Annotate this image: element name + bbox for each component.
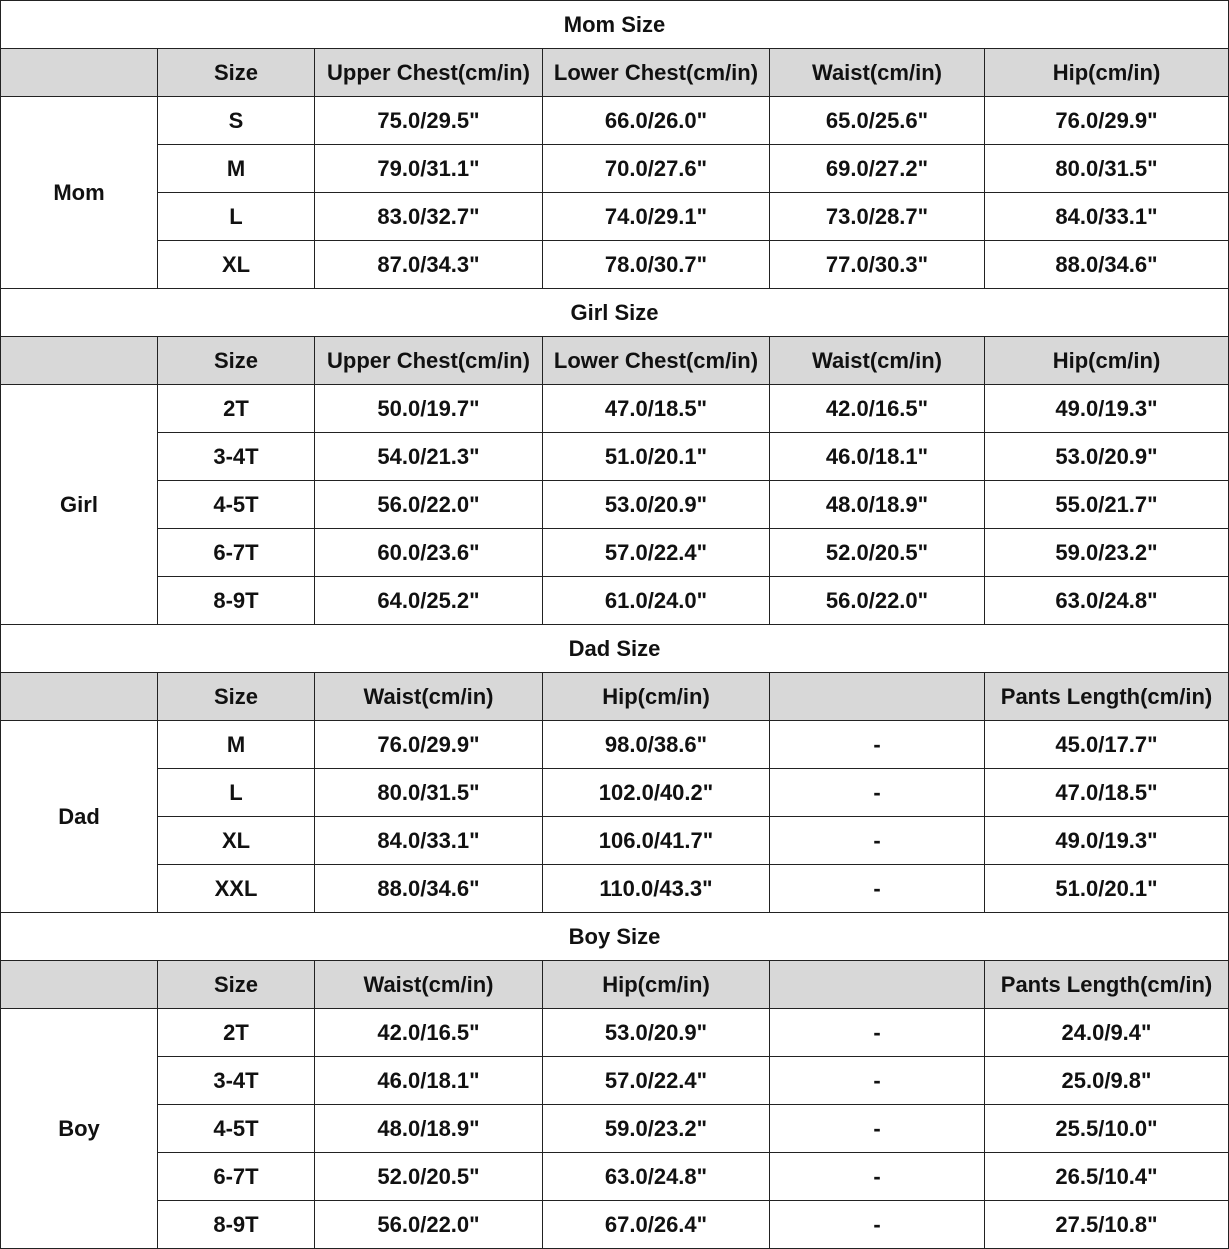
dad-size-title-row [1,625,1229,673]
measurement-cell: 84.0/33.1" [985,193,1229,241]
column-header [770,961,985,1009]
column-header: Size [158,673,315,721]
size-cell: 8-9T [158,1201,315,1249]
measurement-cell: 51.0/20.1" [985,865,1229,913]
column-header: Lower Chest(cm/in) [543,49,770,97]
measurement-cell: 80.0/31.5" [985,145,1229,193]
table-row [1,817,1229,865]
measurement-cell: 67.0/26.4" [543,1201,770,1249]
size-cell: 3-4T [158,433,315,481]
measurement-cell: 48.0/18.9" [315,1105,543,1153]
measurement-cell: 57.0/22.4" [543,529,770,577]
girl-header-row [1,337,1229,385]
table-row [1,1153,1229,1201]
size-cell: M [158,145,315,193]
measurement-cell: 49.0/19.3" [985,385,1229,433]
measurement-cell: 80.0/31.5" [315,769,543,817]
table-row [1,97,1229,145]
measurement-cell: 25.0/9.8" [985,1057,1229,1105]
measurement-cell: 54.0/21.3" [315,433,543,481]
measurement-cell: 48.0/18.9" [770,481,985,529]
dad-size-title: Dad Size [1,625,1229,673]
table-row [1,1057,1229,1105]
column-header: Lower Chest(cm/in) [543,337,770,385]
measurement-cell: 24.0/9.4" [985,1009,1229,1057]
measurement-cell: 25.5/10.0" [985,1105,1229,1153]
boy-header-row [1,961,1229,1009]
measurement-cell: 51.0/20.1" [543,433,770,481]
size-cell: XL [158,817,315,865]
measurement-cell: 63.0/24.8" [543,1153,770,1201]
measurement-cell: 59.0/23.2" [985,529,1229,577]
measurement-cell: 53.0/20.9" [543,481,770,529]
measurement-cell: 77.0/30.3" [770,241,985,289]
measurement-cell: - [770,1105,985,1153]
header-blank-cell [1,49,158,97]
measurement-cell: 88.0/34.6" [985,241,1229,289]
table-row [1,481,1229,529]
measurement-cell: - [770,1153,985,1201]
size-cell: 3-4T [158,1057,315,1105]
table-row [1,529,1229,577]
column-header: Upper Chest(cm/in) [315,49,543,97]
table-row [1,193,1229,241]
measurement-cell: 61.0/24.0" [543,577,770,625]
measurement-cell: 69.0/27.2" [770,145,985,193]
size-cell: 4-5T [158,481,315,529]
size-chart-body [1,1,1229,1249]
size-cell: 2T [158,385,315,433]
measurement-cell: 63.0/24.8" [985,577,1229,625]
dad-header-row [1,673,1229,721]
column-header: Size [158,49,315,97]
mom-group-label: Mom [1,97,158,289]
measurement-cell: 56.0/22.0" [315,481,543,529]
measurement-cell: 78.0/30.7" [543,241,770,289]
size-cell: XXL [158,865,315,913]
measurement-cell: 102.0/40.2" [543,769,770,817]
measurement-cell: 45.0/17.7" [985,721,1229,769]
measurement-cell: - [770,1057,985,1105]
mom-size-title: Mom Size [1,1,1229,49]
measurement-cell: 46.0/18.1" [315,1057,543,1105]
measurement-cell: 70.0/27.6" [543,145,770,193]
measurement-cell: 76.0/29.9" [315,721,543,769]
column-header: Hip(cm/in) [543,673,770,721]
measurement-cell: - [770,1009,985,1057]
size-cell: XL [158,241,315,289]
measurement-cell: 26.5/10.4" [985,1153,1229,1201]
size-cell: L [158,193,315,241]
size-cell: L [158,769,315,817]
table-row [1,1009,1229,1057]
measurement-cell: 53.0/20.9" [543,1009,770,1057]
size-cell: 6-7T [158,529,315,577]
column-header: Size [158,337,315,385]
measurement-cell: - [770,1201,985,1249]
table-row [1,1105,1229,1153]
header-blank-cell [1,961,158,1009]
measurement-cell: 53.0/20.9" [985,433,1229,481]
table-row [1,1201,1229,1249]
measurement-cell: 57.0/22.4" [543,1057,770,1105]
measurement-cell: 75.0/29.5" [315,97,543,145]
table-row [1,385,1229,433]
column-header: Hip(cm/in) [985,49,1229,97]
measurement-cell: 42.0/16.5" [315,1009,543,1057]
column-header: Hip(cm/in) [985,337,1229,385]
mom-header-row [1,49,1229,97]
measurement-cell: 47.0/18.5" [543,385,770,433]
boy-group-label: Boy [1,1009,158,1249]
measurement-cell: 55.0/21.7" [985,481,1229,529]
size-cell: 2T [158,1009,315,1057]
column-header: Size [158,961,315,1009]
measurement-cell: 56.0/22.0" [315,1201,543,1249]
column-header: Upper Chest(cm/in) [315,337,543,385]
measurement-cell: 66.0/26.0" [543,97,770,145]
boy-size-title-row [1,913,1229,961]
column-header [770,673,985,721]
boy-size-title: Boy Size [1,913,1229,961]
measurement-cell: 52.0/20.5" [770,529,985,577]
measurement-cell: 98.0/38.6" [543,721,770,769]
measurement-cell: 50.0/19.7" [315,385,543,433]
table-row [1,721,1229,769]
measurement-cell: 110.0/43.3" [543,865,770,913]
measurement-cell: 27.5/10.8" [985,1201,1229,1249]
measurement-cell: 56.0/22.0" [770,577,985,625]
table-row [1,769,1229,817]
column-header: Waist(cm/in) [315,961,543,1009]
measurement-cell: 60.0/23.6" [315,529,543,577]
measurement-cell: 73.0/28.7" [770,193,985,241]
measurement-cell: 46.0/18.1" [770,433,985,481]
size-cell: S [158,97,315,145]
measurement-cell: 74.0/29.1" [543,193,770,241]
table-row [1,577,1229,625]
size-cell: 4-5T [158,1105,315,1153]
measurement-cell: 79.0/31.1" [315,145,543,193]
measurement-cell: 42.0/16.5" [770,385,985,433]
measurement-cell: - [770,721,985,769]
measurement-cell: 88.0/34.6" [315,865,543,913]
measurement-cell: 47.0/18.5" [985,769,1229,817]
measurement-cell: 84.0/33.1" [315,817,543,865]
measurement-cell: - [770,817,985,865]
column-header: Pants Length(cm/in) [985,673,1229,721]
table-row [1,241,1229,289]
table-row [1,433,1229,481]
measurement-cell: 76.0/29.9" [985,97,1229,145]
measurement-cell: 87.0/34.3" [315,241,543,289]
measurement-cell: 49.0/19.3" [985,817,1229,865]
girl-size-title: Girl Size [1,289,1229,337]
column-header: Pants Length(cm/in) [985,961,1229,1009]
girl-group-label: Girl [1,385,158,625]
header-blank-cell [1,673,158,721]
measurement-cell: 83.0/32.7" [315,193,543,241]
column-header: Hip(cm/in) [543,961,770,1009]
measurement-cell: - [770,865,985,913]
column-header: Waist(cm/in) [770,337,985,385]
header-blank-cell [1,337,158,385]
dad-group-label: Dad [1,721,158,913]
table-row [1,145,1229,193]
measurement-cell: 64.0/25.2" [315,577,543,625]
mom-size-title-row [1,1,1229,49]
measurement-cell: 65.0/25.6" [770,97,985,145]
size-cell: M [158,721,315,769]
measurement-cell: - [770,769,985,817]
measurement-cell: 106.0/41.7" [543,817,770,865]
column-header: Waist(cm/in) [315,673,543,721]
column-header: Waist(cm/in) [770,49,985,97]
measurement-cell: 59.0/23.2" [543,1105,770,1153]
table-row [1,865,1229,913]
girl-size-title-row [1,289,1229,337]
measurement-cell: 52.0/20.5" [315,1153,543,1201]
size-cell: 8-9T [158,577,315,625]
size-cell: 6-7T [158,1153,315,1201]
